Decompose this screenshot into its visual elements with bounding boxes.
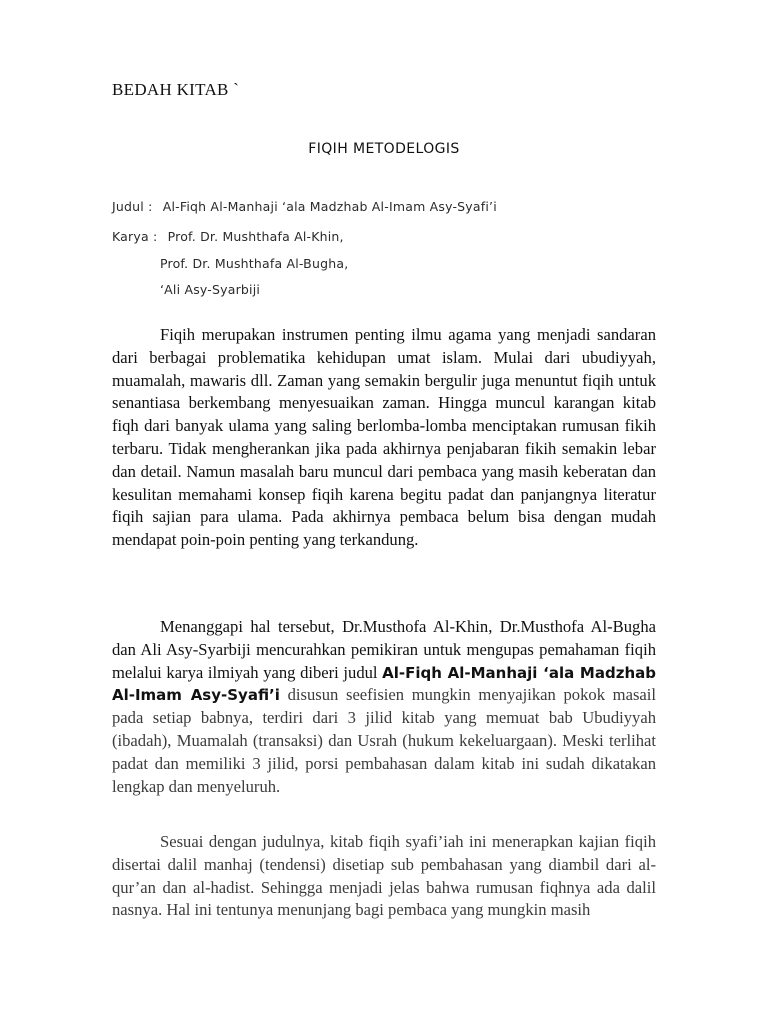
paragraph-1: Fiqih merupakan instrumen penting ilmu agama yang menjadi sandaran dari berbagai problematika kehidupan umat islam. Mulai dari ubudiyyah, muamalah, mawaris dll. Zaman yang semakin bergulir juga menuntut fiqih untuk senantiasa berkembang menyesuaikan zaman. Hingga muncul karangan kitab fiqh dari banyak ulama yang saling berlomba-lomba menciptakan rumusan fikih terbaru. Tidak mengherankan jika pada akhirnya penjabaran fikih semakin lebar dan detail. Namun masalah baru muncul dari pembaca yang masih keberatan dan kesulitan memahami konsep fiqih karena begitu padat dan panjangnya literatur fiqih sajian para ulama. Pada akhirnya pembaca belum bisa dengan mudah mendapat poin-poin penting yang terkandung. <box>112 325 656 550</box>
karya-label: Karya : <box>112 229 158 244</box>
author-2: Prof. Dr. Mushthafa Al-Bugha, <box>160 256 349 271</box>
author-1: Prof. Dr. Mushthafa Al-Khin, <box>167 229 344 244</box>
paragraph-2-book-title: Al-Fiqh Al-Manhaji ‘ala Madzhab Al-Imam Asy-Syafi’i <box>112 663 656 705</box>
paragraph-2-rest: disusun seefisien mungkin menyajikan pokok masail pada setiap babnya, terdiri dari 3 jilid kitab yang memuat bab Ubudiyyah (ibadah), Muamalah (transaksi) dan Usrah (hukum kekeluargaan). Meski terlihat padat dan memiliki 3 jilid, porsi pembahasan dalam kitab ini sudah dikatakan lengkap dan menyeluruh. <box>112 685 656 796</box>
judul-value: Al-Fiqh Al-Manhaji ‘ala Madzhab Al-Imam Asy-Syafi’i <box>162 199 497 214</box>
paragraph-3: Sesuai dengan judulnya, kitab fiqih syafi’iah ini menerapkan kajian fiqih disertai dalil manhaj (tendensi) disetiap sub pembahasan yang diambil dari al-qur’an dan al-hadist. Sehingga menjadi jelas bahwa rumusan fiqhnya ada dalil nasnya. Hal ini tentunya menunjang bagi pembaca yang mungkin masih <box>112 832 656 920</box>
judul-label: Judul : <box>112 199 153 214</box>
paragraph-2 <box>112 616 656 798</box>
karya-line <box>112 229 344 244</box>
judul-line <box>112 199 497 214</box>
author-3: ‘Ali Asy-Syarbiji <box>160 282 261 297</box>
header-title: BEDAH KITAB ` <box>112 80 240 99</box>
paragraph-2-intro: Menanggapi hal tersebut, Dr.Musthofa Al-Khin, Dr.Musthofa Al-Bugha dan Ali Asy-Syarbiji mencurahkan pemikiran untuk mengupas pemahaman fiqih melalui karya ilmiyah yang diberi judul <box>112 617 656 682</box>
document-title: FIQIH METODELOGIS <box>308 141 460 157</box>
